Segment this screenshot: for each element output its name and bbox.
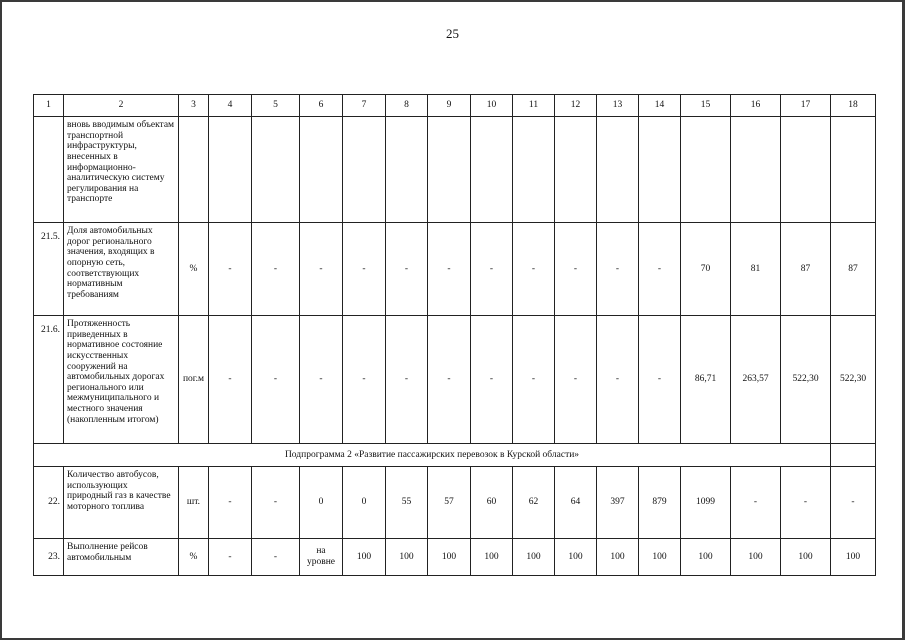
value-cell: 70 [681, 223, 731, 316]
value-cell: - [209, 223, 252, 316]
value-cell: - [300, 316, 343, 444]
value-cell: 100 [513, 539, 555, 576]
header-cell: 16 [731, 95, 781, 117]
row-number: 21.5. [34, 223, 64, 316]
value-cell: - [555, 223, 597, 316]
value-cell: - [252, 316, 300, 444]
value-cell: - [513, 316, 555, 444]
value-cell: 263,57 [731, 316, 781, 444]
value-cell [471, 117, 513, 223]
row-number: 21.6. [34, 316, 64, 444]
header-cell: 17 [781, 95, 831, 117]
unit-cell: % [179, 223, 209, 316]
table-row [34, 316, 876, 444]
row-number [34, 117, 64, 223]
value-cell: 1099 [681, 467, 731, 539]
value-cell: - [209, 467, 252, 539]
value-cell: - [386, 316, 428, 444]
value-cell: 100 [639, 539, 681, 576]
value-cell: 64 [555, 467, 597, 539]
value-cell [781, 117, 831, 223]
header-cell: 6 [300, 95, 343, 117]
indicator-name: Количество автобусов, использующих природный газ в качестве моторного топлива [64, 467, 179, 539]
value-cell: 100 [681, 539, 731, 576]
value-cell: - [209, 539, 252, 576]
value-cell: - [471, 223, 513, 316]
value-cell: 522,30 [781, 316, 831, 444]
value-cell: 0 [343, 467, 386, 539]
header-cell: 7 [343, 95, 386, 117]
header-row [34, 95, 876, 117]
value-cell: - [639, 223, 681, 316]
value-cell [343, 117, 386, 223]
value-cell: 100 [555, 539, 597, 576]
value-cell: 100 [386, 539, 428, 576]
value-cell [428, 117, 471, 223]
value-cell [555, 117, 597, 223]
row-number: 22. [34, 467, 64, 539]
unit-cell: пог.м [179, 316, 209, 444]
value-cell [386, 117, 428, 223]
unit-cell: шт. [179, 467, 209, 539]
value-cell: 62 [513, 467, 555, 539]
header-cell: 10 [471, 95, 513, 117]
value-cell: 100 [428, 539, 471, 576]
subprogram-title: Подпрограмма 2 «Развитие пассажирских перевозок в Курской области» [34, 444, 831, 467]
value-cell [513, 117, 555, 223]
value-cell: 100 [731, 539, 781, 576]
value-cell [681, 117, 731, 223]
unit-cell: % [179, 539, 209, 576]
value-cell: 81 [731, 223, 781, 316]
value-cell [252, 117, 300, 223]
value-cell: 100 [471, 539, 513, 576]
header-cell: 18 [831, 95, 876, 117]
table-row [34, 223, 876, 316]
value-cell: - [343, 316, 386, 444]
value-cell: 86,71 [681, 316, 731, 444]
value-cell [209, 117, 252, 223]
value-cell: 87 [831, 223, 876, 316]
table-row [34, 117, 876, 223]
value-cell [731, 117, 781, 223]
value-cell: 100 [343, 539, 386, 576]
header-cell: 2 [64, 95, 179, 117]
value-cell [597, 117, 639, 223]
value-cell: 522,30 [831, 316, 876, 444]
value-cell: - [597, 316, 639, 444]
header-cell: 12 [555, 95, 597, 117]
header-cell: 5 [252, 95, 300, 117]
value-cell [831, 117, 876, 223]
indicator-name: Протяженность приведенных в нормативное состояние искусственных сооружений на автомобильных дорогах регионального или межмуниципального и местного значения (накопленным итогом) [64, 316, 179, 444]
page-number: 25 [446, 26, 459, 41]
header-cell: 3 [179, 95, 209, 117]
value-cell: - [513, 223, 555, 316]
value-cell: 57 [428, 467, 471, 539]
value-cell: - [252, 467, 300, 539]
row-number: 23. [34, 539, 64, 576]
header-cell: 13 [597, 95, 639, 117]
value-cell: - [781, 467, 831, 539]
value-cell [300, 117, 343, 223]
value-cell: на уровне [300, 539, 343, 576]
value-cell: - [597, 223, 639, 316]
empty-cell [831, 444, 876, 467]
value-cell: 0 [300, 467, 343, 539]
subprogram-row [34, 444, 876, 467]
value-cell: - [209, 316, 252, 444]
value-cell: - [831, 467, 876, 539]
indicators-table [33, 94, 876, 576]
value-cell: - [252, 539, 300, 576]
table-row [34, 467, 876, 539]
value-cell: - [300, 223, 343, 316]
value-cell: 100 [597, 539, 639, 576]
value-cell: 100 [781, 539, 831, 576]
table-row [34, 539, 876, 576]
header-cell: 4 [209, 95, 252, 117]
value-cell: 87 [781, 223, 831, 316]
value-cell: 60 [471, 467, 513, 539]
scan-border-top [0, 0, 905, 2]
header-cell: 15 [681, 95, 731, 117]
value-cell: 879 [639, 467, 681, 539]
value-cell: 397 [597, 467, 639, 539]
header-cell: 11 [513, 95, 555, 117]
value-cell: - [252, 223, 300, 316]
header-cell: 14 [639, 95, 681, 117]
value-cell: 55 [386, 467, 428, 539]
scan-border-left [0, 0, 2, 640]
value-cell: - [428, 223, 471, 316]
indicator-name: Выполнение рейсов автомобильным [64, 539, 179, 576]
value-cell: - [731, 467, 781, 539]
value-cell: - [428, 316, 471, 444]
unit-cell [179, 117, 209, 223]
header-cell: 1 [34, 95, 64, 117]
value-cell [639, 117, 681, 223]
indicator-name: вновь вводимым объектам транспортной инфраструктуры, внесенных в информационно-аналитическую систему регулирования на транспорте [64, 117, 179, 223]
value-cell: - [639, 316, 681, 444]
header-cell: 9 [428, 95, 471, 117]
value-cell: - [343, 223, 386, 316]
value-cell: - [555, 316, 597, 444]
indicator-name: Доля автомобильных дорог регионального значения, входящих в опорную сеть, соответствующих нормативным требованиям [64, 223, 179, 316]
value-cell: - [471, 316, 513, 444]
value-cell: - [386, 223, 428, 316]
value-cell: 100 [831, 539, 876, 576]
header-cell: 8 [386, 95, 428, 117]
